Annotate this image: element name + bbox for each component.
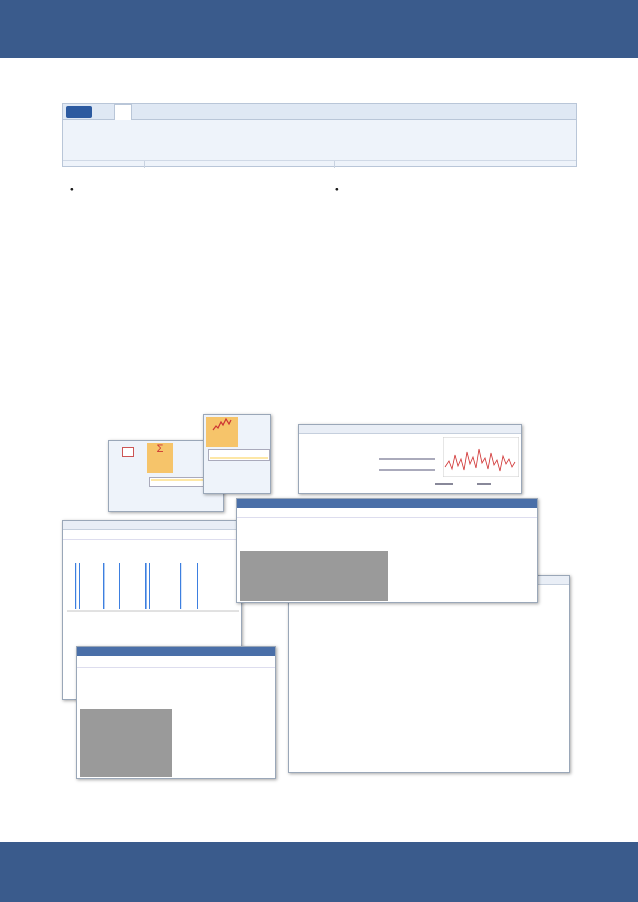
tab-properties[interactable] — [114, 104, 132, 120]
ribbon-tabs — [63, 104, 576, 120]
dropdown-menu — [208, 449, 270, 461]
gaps-table — [67, 628, 84, 635]
increasing-button[interactable] — [206, 417, 238, 447]
table-empty-area — [80, 709, 172, 777]
records-icon — [122, 447, 134, 457]
records-toolbar — [77, 656, 275, 668]
bottom-threshold-input[interactable] — [379, 469, 435, 471]
footer-band — [0, 842, 638, 902]
menu-item-defined-values[interactable] — [151, 483, 209, 485]
time-ranges-window — [236, 498, 538, 603]
number-of-records-button[interactable] — [113, 447, 143, 459]
sigma-icon: Σ — [156, 443, 164, 455]
group-values — [63, 161, 145, 168]
number-of-button[interactable] — [147, 443, 173, 473]
app-menu-icon[interactable] — [66, 106, 92, 118]
dialog-title — [299, 425, 521, 434]
gaps-toolbar — [63, 530, 241, 540]
cancel-button[interactable] — [435, 483, 453, 485]
dialog-preview-chart — [443, 437, 519, 477]
dropdown-menu — [149, 477, 211, 487]
records-count-window — [76, 646, 276, 779]
ribbon-screenshot — [62, 103, 577, 167]
group-time — [145, 161, 335, 168]
records-bar-chart — [175, 671, 275, 777]
table-header — [67, 628, 84, 635]
increasing-icon — [212, 417, 232, 431]
ribbon-buttons — [63, 120, 576, 160]
time-ranges-tabbar — [237, 499, 537, 508]
time-ranges-chart — [389, 521, 537, 603]
ribbon-groups — [63, 160, 576, 168]
header-band — [0, 0, 638, 58]
group-segments — [335, 161, 455, 168]
gaps-tab[interactable] — [63, 521, 241, 530]
calculate-button[interactable] — [477, 483, 491, 485]
table-empty-area — [240, 551, 388, 601]
increasing-menu-screenshot — [203, 414, 271, 494]
time-series-chart — [339, 604, 567, 670]
records-tabbar — [77, 647, 275, 656]
time-series-window — [288, 575, 570, 773]
defined-values-dialog — [298, 424, 522, 494]
gaps-chart — [67, 543, 239, 623]
menu-item-count[interactable] — [210, 457, 268, 459]
time-ranges-toolbar — [237, 508, 537, 518]
top-threshold-input[interactable] — [379, 458, 435, 460]
